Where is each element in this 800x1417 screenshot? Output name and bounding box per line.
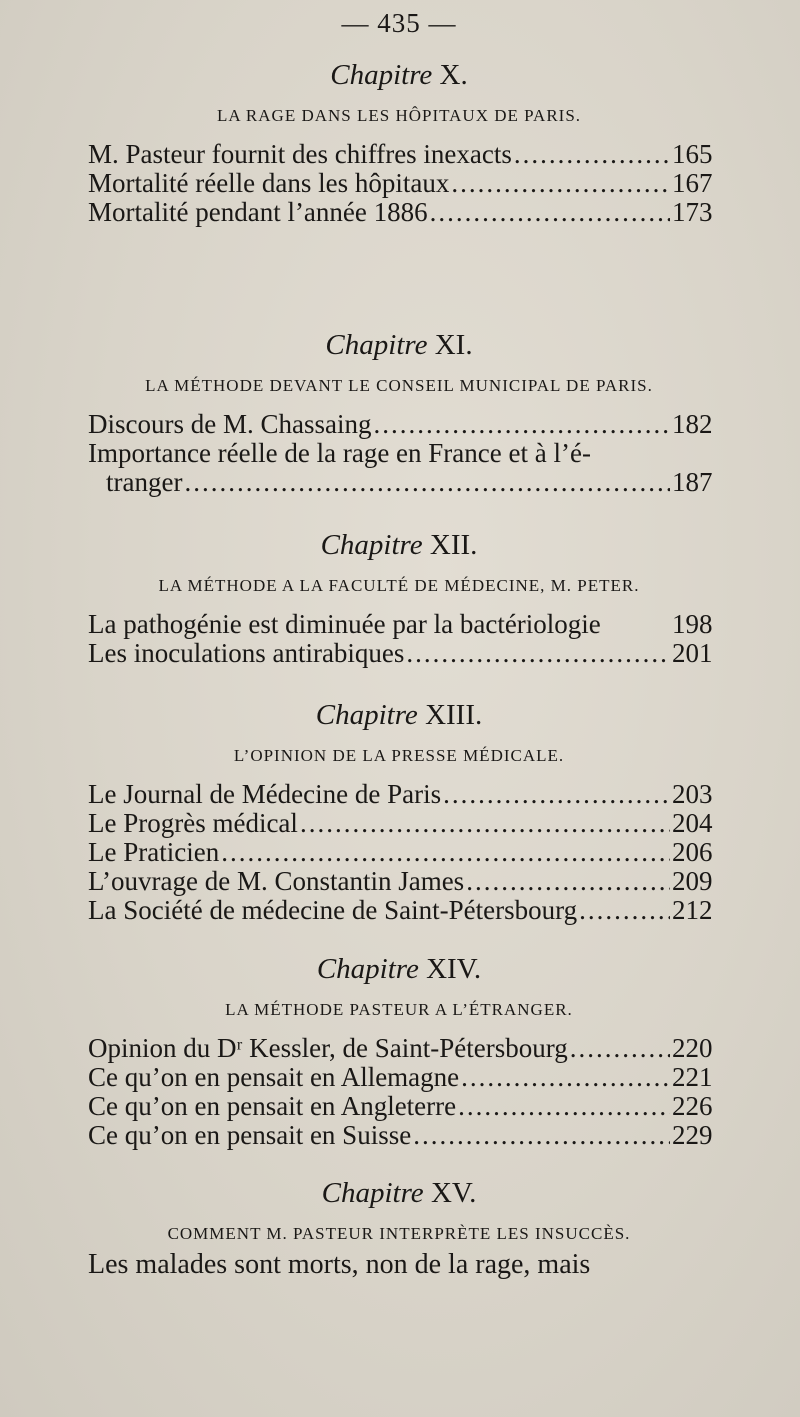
toc-entry — [88, 1091, 713, 1121]
toc-entry — [88, 866, 713, 896]
leader-dots — [458, 1092, 670, 1121]
toc-entry-page: 204 — [672, 808, 713, 838]
page-number: — 435 — — [341, 8, 457, 38]
chapter-word: Chapitre — [321, 1177, 424, 1209]
toc-entry — [88, 197, 713, 227]
chapter-x — [88, 58, 713, 227]
chapter-title — [88, 528, 710, 562]
toc-entry-page: 221 — [672, 1062, 713, 1092]
leader-dots — [451, 169, 670, 198]
toc-entry-title: Ce qu’on en pensait en Angleterre — [88, 1091, 457, 1121]
toc-entry — [88, 439, 710, 468]
chapter-title — [88, 58, 710, 92]
chapter-title — [88, 952, 710, 986]
chapter-word: Chapitre — [330, 59, 433, 91]
chapter-number: XV. — [430, 1177, 477, 1209]
toc-entry-title: Ce qu’on en pensait en Allemagne — [88, 1062, 460, 1092]
leader-dots — [406, 639, 670, 668]
chapter-title — [88, 328, 710, 362]
toc-entry-title: Opinion du Dʳ Kessler, de Saint-Pétersbourg — [88, 1033, 568, 1063]
toc-entry-title: Mortalité pendant l’année 1886 — [88, 197, 428, 227]
toc-entry-page: 226 — [672, 1091, 713, 1121]
toc-entry — [88, 638, 713, 668]
toc-entry — [88, 808, 713, 838]
chapter-subtitle: L’OPINION DE LA PRESSE MÉDICALE. — [233, 746, 565, 765]
chapter-xiv — [88, 952, 713, 1150]
chapter-word: Chapitre — [320, 529, 423, 561]
body-text-line: Les malades sont morts, non de la rage, mais — [88, 1249, 591, 1280]
toc-entry-title: Discours de M. Chassaing — [88, 409, 372, 439]
toc-entry-page: 206 — [672, 837, 713, 867]
toc-entry — [88, 139, 713, 169]
toc-entry-title: La Société de médecine de Saint-Pétersbourg — [88, 895, 578, 925]
chapter-number: XIV. — [426, 953, 482, 985]
chapter-xv — [88, 1176, 710, 1281]
toc-entry-continuation — [88, 467, 713, 497]
toc-entry-title: Mortalité réelle dans les hôpitaux — [88, 168, 450, 198]
toc-entry-page: 220 — [672, 1033, 713, 1063]
chapter-subtitle: LA RAGE DANS LES HÔPITAUX DE PARIS. — [216, 106, 582, 125]
chapter-number: XI. — [434, 329, 473, 361]
leader-dots — [461, 1063, 670, 1092]
toc-entry — [88, 609, 713, 639]
chapter-number: X. — [439, 59, 468, 91]
toc-entry-page: 198 — [672, 609, 713, 639]
chapter-xi — [88, 328, 713, 497]
toc-entry-title: L’ouvrage de M. Constantin James — [88, 866, 465, 896]
chapter-word: Chapitre — [315, 699, 418, 731]
chapter-subtitle: LA MÉTHODE PASTEUR A L’ÉTRANGER. — [225, 1000, 573, 1019]
toc-entry — [88, 779, 713, 809]
leader-dots — [300, 809, 670, 838]
toc-entry-title: La pathogénie est diminuée par la bactériologie — [88, 609, 601, 639]
toc-entry-page: 229 — [672, 1120, 713, 1150]
toc-entry — [88, 1062, 713, 1092]
toc-entry-page: 201 — [672, 638, 713, 668]
chapter-subtitle: LA MÉTHODE DEVANT LE CONSEIL MUNICIPAL DE PARIS. — [145, 376, 653, 395]
toc-entry-title-cont: tranger — [106, 467, 183, 497]
toc-entry-page: 173 — [672, 197, 713, 227]
toc-entry-page: 182 — [672, 409, 713, 439]
chapter-number: XII. — [429, 529, 478, 561]
chapter-xiii — [88, 698, 713, 925]
toc-entry-title: Ce qu’on en pensait en Suisse — [88, 1120, 412, 1150]
leader-dots — [570, 1034, 670, 1063]
chapter-subtitle: LA MÉTHODE A LA FACULTÉ DE MÉDECINE, M. PETER. — [158, 576, 640, 595]
leader-dots — [466, 867, 670, 896]
toc-entry-title: Importance réelle de la rage en France et à l’é- — [88, 438, 591, 468]
leader-dots — [413, 1121, 670, 1150]
chapter-xii — [88, 528, 713, 668]
chapter-title — [88, 1176, 710, 1210]
leader-dots — [430, 198, 670, 227]
leader-dots — [221, 838, 670, 867]
toc-entry — [88, 837, 713, 867]
toc-entry-page: 167 — [672, 168, 713, 198]
toc-entry-title: M. Pasteur fournit des chiffres inexacts — [88, 139, 512, 169]
toc-entry — [88, 1033, 713, 1063]
toc-entry-page: 212 — [672, 895, 713, 925]
leader-dots — [184, 468, 670, 497]
toc-entry-title: Le Progrès médical — [88, 808, 298, 838]
chapter-word: Chapitre — [325, 329, 428, 361]
leader-dots — [514, 140, 670, 169]
toc-entry-page: 203 — [672, 779, 713, 809]
toc-entry-page: 209 — [672, 866, 713, 896]
chapter-subtitle: COMMENT M. PASTEUR INTERPRÈTE LES INSUCCÈS. — [167, 1224, 631, 1243]
toc-entry — [88, 1120, 713, 1150]
toc-entry — [88, 895, 713, 925]
chapter-word: Chapitre — [316, 953, 419, 985]
leader-dots — [579, 896, 670, 925]
chapter-number: XIII. — [425, 699, 483, 731]
toc-entry-page: 187 — [672, 467, 713, 497]
leader-dots — [373, 410, 670, 439]
toc-entry-title: Le Praticien — [88, 837, 220, 867]
chapter-title — [88, 698, 710, 732]
toc-entry — [88, 409, 713, 439]
toc-entry — [88, 168, 713, 198]
toc-entry-title: Les inoculations antirabiques — [88, 638, 405, 668]
toc-entry-title: Le Journal de Médecine de Paris — [88, 779, 442, 809]
toc-entry-page: 165 — [672, 139, 713, 169]
leader-dots — [443, 780, 670, 809]
